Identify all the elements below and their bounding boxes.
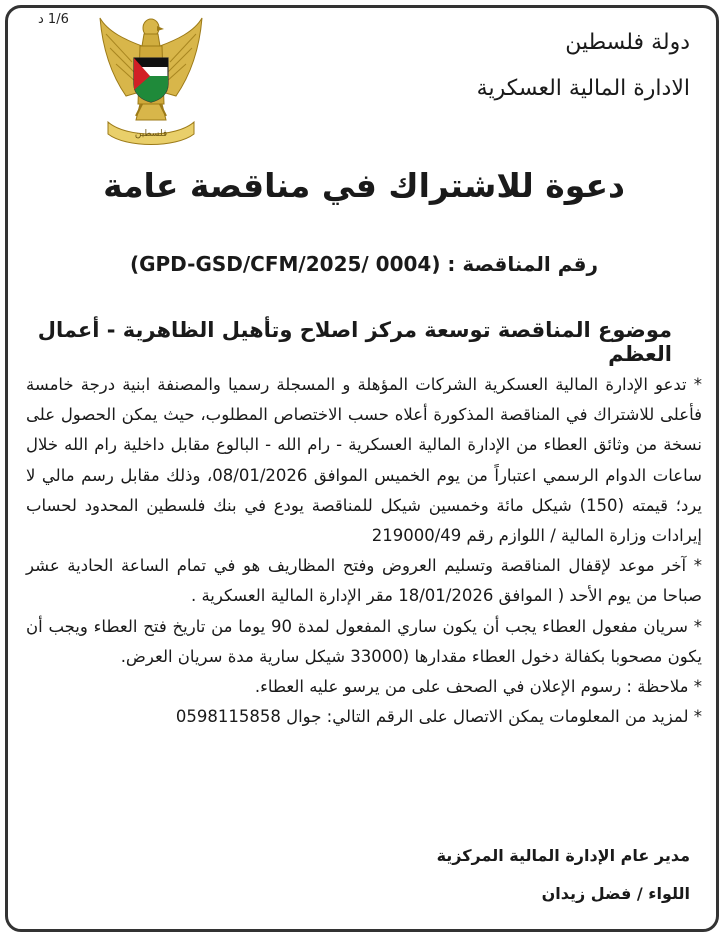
paragraph-contact: * لمزيد من المعلومات يمكن الاتصال على الرقم التالي: جوال 0598115858 <box>175 707 702 727</box>
state-name: دولة فلسطين <box>565 30 690 55</box>
department-name: الادارة المالية العسكرية <box>476 76 690 101</box>
signatory-name: اللواء / فضل زيدان <box>541 884 690 903</box>
palestine-eagle-emblem-icon <box>96 12 206 148</box>
announcement-body <box>26 370 702 732</box>
paragraph-invitation: * تدعو الإدارة المالية العسكرية الشركات المؤهلة و المسجلة رسميا والمصنفة ابنية درجة خامسة فأعلى للاشتراك في المناقصة المذكورة أعلاه حسب الاختصاص المطلوب، حيث يمكن الحصول على نسخة من وثائق العطاء من الإدارة المالية العسكرية - رام الله - البالوع مقابل داخلية رام الله خلال ساعات الدوام الرسمي اعتباراً من يوم الخميس الموافق 08/01/2026، وذلك مقابل رسم مالي لا يرد؛ قيمته (150) شيكل مائة وخمسين شيكل للمناقصة يودع في بنك فلسطين المحدود لحساب إيرادات وزارة المالية / اللوازم رقم 219000/49 <box>26 375 703 546</box>
reference-number: 1/6 د <box>38 12 69 27</box>
emblem-label: فلسطين <box>134 129 168 139</box>
signatory-title: مدير عام الإدارة المالية المركزية <box>436 846 690 865</box>
tender-subject: موضوع المناقصة توسعة مركز اصلاح وتأهيل الظاهرية - أعمال العظم <box>37 318 672 366</box>
page-title: دعوة للاشتراك في مناقصة عامة <box>103 166 625 205</box>
paragraph-deadline: * آخر موعد لإقفال المناقصة وتسليم العروض وفتح المظاريف هو في تمام الساعة الحادية عشر صباحا من يوم الأحد ( الموافق 18/01/2026 مقر الإدارة المالية العسكرية . <box>26 556 702 606</box>
paragraph-validity: * سريان مفعول العطاء يجب أن يكون ساري المفعول لمدة 90 يوما من تاريخ فتح العطاء ويجب أن يكون مصحوبا بكفالة دخول العطاء مقدارها (33000 شيكل سارية مدة سريان العرض. <box>26 616 703 666</box>
paragraph-note: * ملاحظة : رسوم الإعلان في الصحف على من يرسو عليه العطاء. <box>254 677 702 697</box>
tender-number: رقم المناقصة : (GPD-GSD/CFM/2025/ 0004) <box>129 252 599 276</box>
